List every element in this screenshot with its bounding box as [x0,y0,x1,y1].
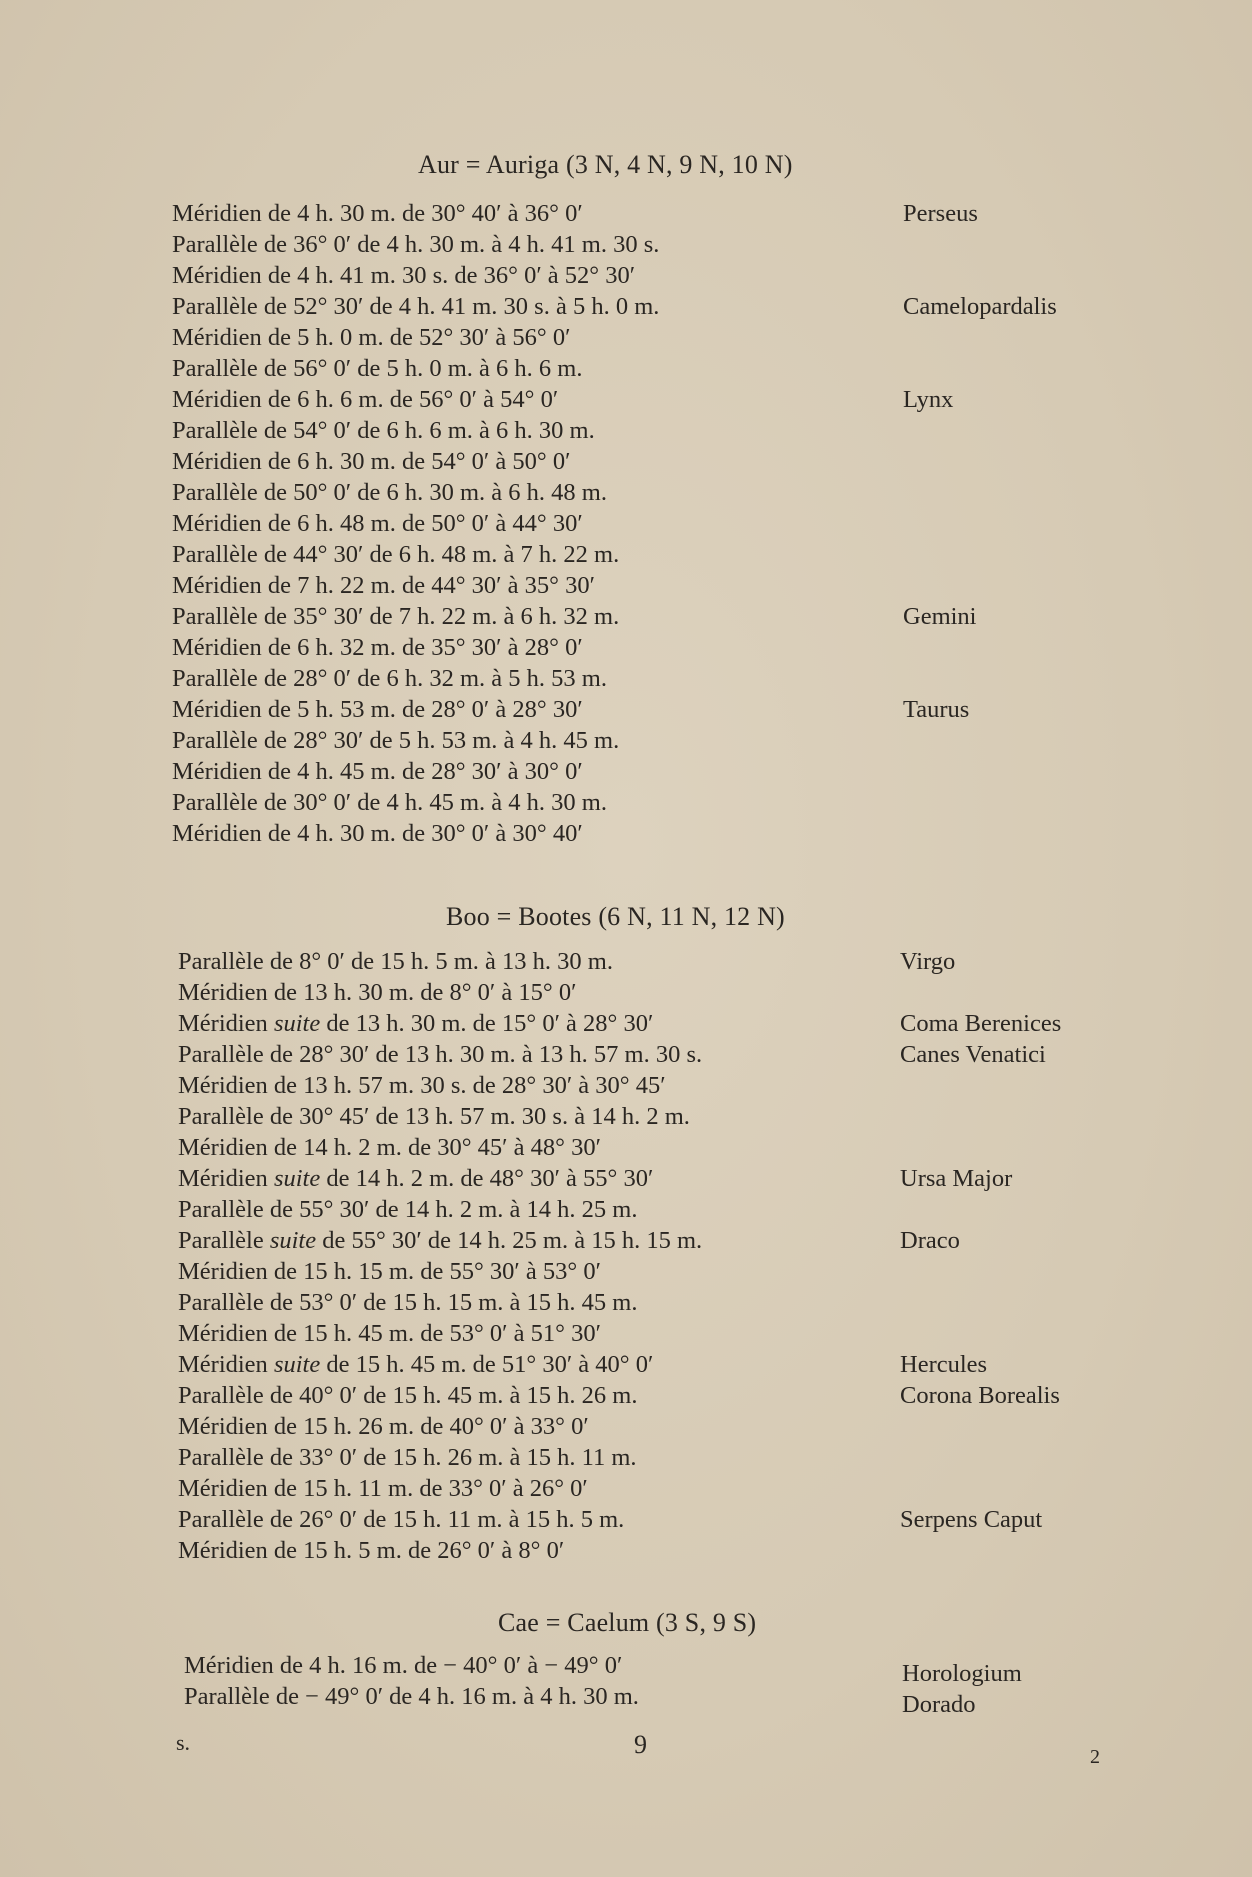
boundary-line: Parallèle de 30° 45′ de 13 h. 57 m. 30 s. à 14 h. 2 m. [178,1103,690,1130]
boundary-line: Parallèle de 40° 0′ de 15 h. 45 m. à 15 h. 26 m. [178,1382,638,1409]
boundary-line: Méridien de 7 h. 22 m. de 44° 30′ à 35° 30′ [172,572,595,599]
page-number: 9 [634,1730,647,1759]
boundary-line: Parallèle de 28° 0′ de 6 h. 32 m. à 5 h. 53 m. [172,665,607,692]
boundary-list-bootes [178,946,702,1566]
neighbor-constellation: Hercules [900,1351,988,1378]
neighbor-constellation: Ursa Major [900,1165,1013,1192]
boundary-line: Méridien de 4 h. 30 m. de 30° 0′ à 30° 40′ [172,820,583,847]
boundary-line: Parallèle de 53° 0′ de 15 h. 15 m. à 15 h. 45 m. [178,1289,638,1316]
boundary-line: Méridien de 6 h. 6 m. de 56° 0′ à 54° 0′ [172,386,559,413]
boundary-line: Parallèle de 35° 30′ de 7 h. 22 m. à 6 h. 32 m. [172,603,620,630]
boundary-line: Méridien de 6 h. 30 m. de 54° 0′ à 50° 0′ [172,448,571,475]
boundary-line: Méridien suite de 14 h. 2 m. de 48° 30′ à 55° 30′ [178,1165,654,1192]
boundary-line: Parallèle de 55° 30′ de 14 h. 2 m. à 14 h. 25 m. [178,1196,638,1223]
boundary-list-caelum [184,1650,639,1712]
boundary-line: Méridien suite de 15 h. 45 m. de 51° 30′ à 40° 0′ [178,1351,654,1378]
neighbor-constellation: Draco [900,1227,960,1254]
boundary-line: Parallèle de − 49° 0′ de 4 h. 16 m. à 4 h. 30 m. [184,1683,639,1710]
boundary-line: Parallèle suite de 55° 30′ de 14 h. 25 m. à 15 h. 15 m. [178,1227,703,1254]
boundary-line: Méridien de 6 h. 32 m. de 35° 30′ à 28° 0′ [172,634,583,661]
neighbor-constellation: Perseus [903,200,978,227]
neighbor-constellation: Virgo [900,948,956,975]
boundary-line: Méridien de 15 h. 26 m. de 40° 0′ à 33° 0′ [178,1413,589,1440]
boundary-line: Méridien de 5 h. 0 m. de 52° 30′ à 56° 0′ [172,324,571,351]
boundary-line: Méridien de 4 h. 16 m. de − 40° 0′ à − 49° 0′ [184,1652,623,1679]
boundary-line: Parallèle de 56° 0′ de 5 h. 0 m. à 6 h. 6 m. [172,355,583,382]
boundary-line: Méridien de 13 h. 30 m. de 8° 0′ à 15° 0′ [178,979,577,1006]
boundary-line: Parallèle de 44° 30′ de 6 h. 48 m. à 7 h. 22 m. [172,541,620,568]
neighbor-constellation: Coma Berenices [900,1010,1062,1037]
boundary-list-auriga [172,198,659,849]
neighbor-constellation: Serpens Caput [900,1506,1043,1533]
neighbor-constellation: Taurus [903,696,970,723]
boundary-line: Méridien suite de 13 h. 30 m. de 15° 0′ à 28° 30′ [178,1010,654,1037]
footer-signature: s. [176,1730,191,1755]
boundary-line: Méridien de 15 h. 5 m. de 26° 0′ à 8° 0′ [178,1537,565,1564]
sheet-mark: 2 [1090,1746,1100,1768]
boundary-line: Parallèle de 8° 0′ de 15 h. 5 m. à 13 h. 30 m. [178,948,613,975]
boundary-line: Méridien de 5 h. 53 m. de 28° 0′ à 28° 30′ [172,696,583,723]
boundary-line: Méridien de 15 h. 11 m. de 33° 0′ à 26° 0′ [178,1475,588,1502]
boundary-line: Parallèle de 54° 0′ de 6 h. 6 m. à 6 h. 30 m. [172,417,595,444]
boundary-line: Parallèle de 52° 30′ de 4 h. 41 m. 30 s. à 5 h. 0 m. [172,293,660,320]
boundary-line: Méridien de 13 h. 57 m. 30 s. de 28° 30′ à 30° 45′ [178,1072,666,1099]
section-title-bootes: Boo = Bootes (6 N, 11 N, 12 N) [446,902,785,931]
boundary-line: Méridien de 14 h. 2 m. de 30° 45′ à 48° 30′ [178,1134,601,1161]
section-title-auriga: Aur = Auriga (3 N, 4 N, 9 N, 10 N) [418,150,793,179]
boundary-line: Méridien de 15 h. 15 m. de 55° 30′ à 53° 0′ [178,1258,601,1285]
neighbor-constellation: Horologium [902,1660,1022,1687]
boundary-line: Méridien de 4 h. 30 m. de 30° 40′ à 36° 0′ [172,200,583,227]
neighbor-constellation: Gemini [903,603,977,630]
boundary-line: Parallèle de 26° 0′ de 15 h. 11 m. à 15 h. 5 m. [178,1506,625,1533]
boundary-line: Méridien de 4 h. 45 m. de 28° 30′ à 30° 0′ [172,758,583,785]
boundary-line: Parallèle de 33° 0′ de 15 h. 26 m. à 15 h. 11 m. [178,1444,637,1471]
neighbor-constellation: Lynx [903,386,954,413]
boundary-line: Parallèle de 28° 30′ de 5 h. 53 m. à 4 h. 45 m. [172,727,620,754]
neighbor-constellation: Corona Borealis [900,1382,1060,1409]
neighbor-constellation: Canes Venatici [900,1041,1046,1068]
boundary-line: Méridien de 15 h. 45 m. de 53° 0′ à 51° 30′ [178,1320,601,1347]
boundary-line: Méridien de 4 h. 41 m. 30 s. de 36° 0′ à 52° 30′ [172,262,636,289]
boundary-line: Méridien de 6 h. 48 m. de 50° 0′ à 44° 30′ [172,510,583,537]
boundary-line: Parallèle de 50° 0′ de 6 h. 30 m. à 6 h. 48 m. [172,479,607,506]
boundary-line: Parallèle de 30° 0′ de 4 h. 45 m. à 4 h. 30 m. [172,789,607,816]
neighbor-constellation: Dorado [902,1691,976,1718]
neighbor-constellation: Camelopardalis [903,293,1057,320]
section-title-caelum: Cae = Caelum (3 S, 9 S) [498,1608,757,1637]
boundary-line: Parallèle de 28° 30′ de 13 h. 30 m. à 13 h. 57 m. 30 s. [178,1041,703,1068]
boundary-line: Parallèle de 36° 0′ de 4 h. 30 m. à 4 h. 41 m. 30 s. [172,231,660,258]
